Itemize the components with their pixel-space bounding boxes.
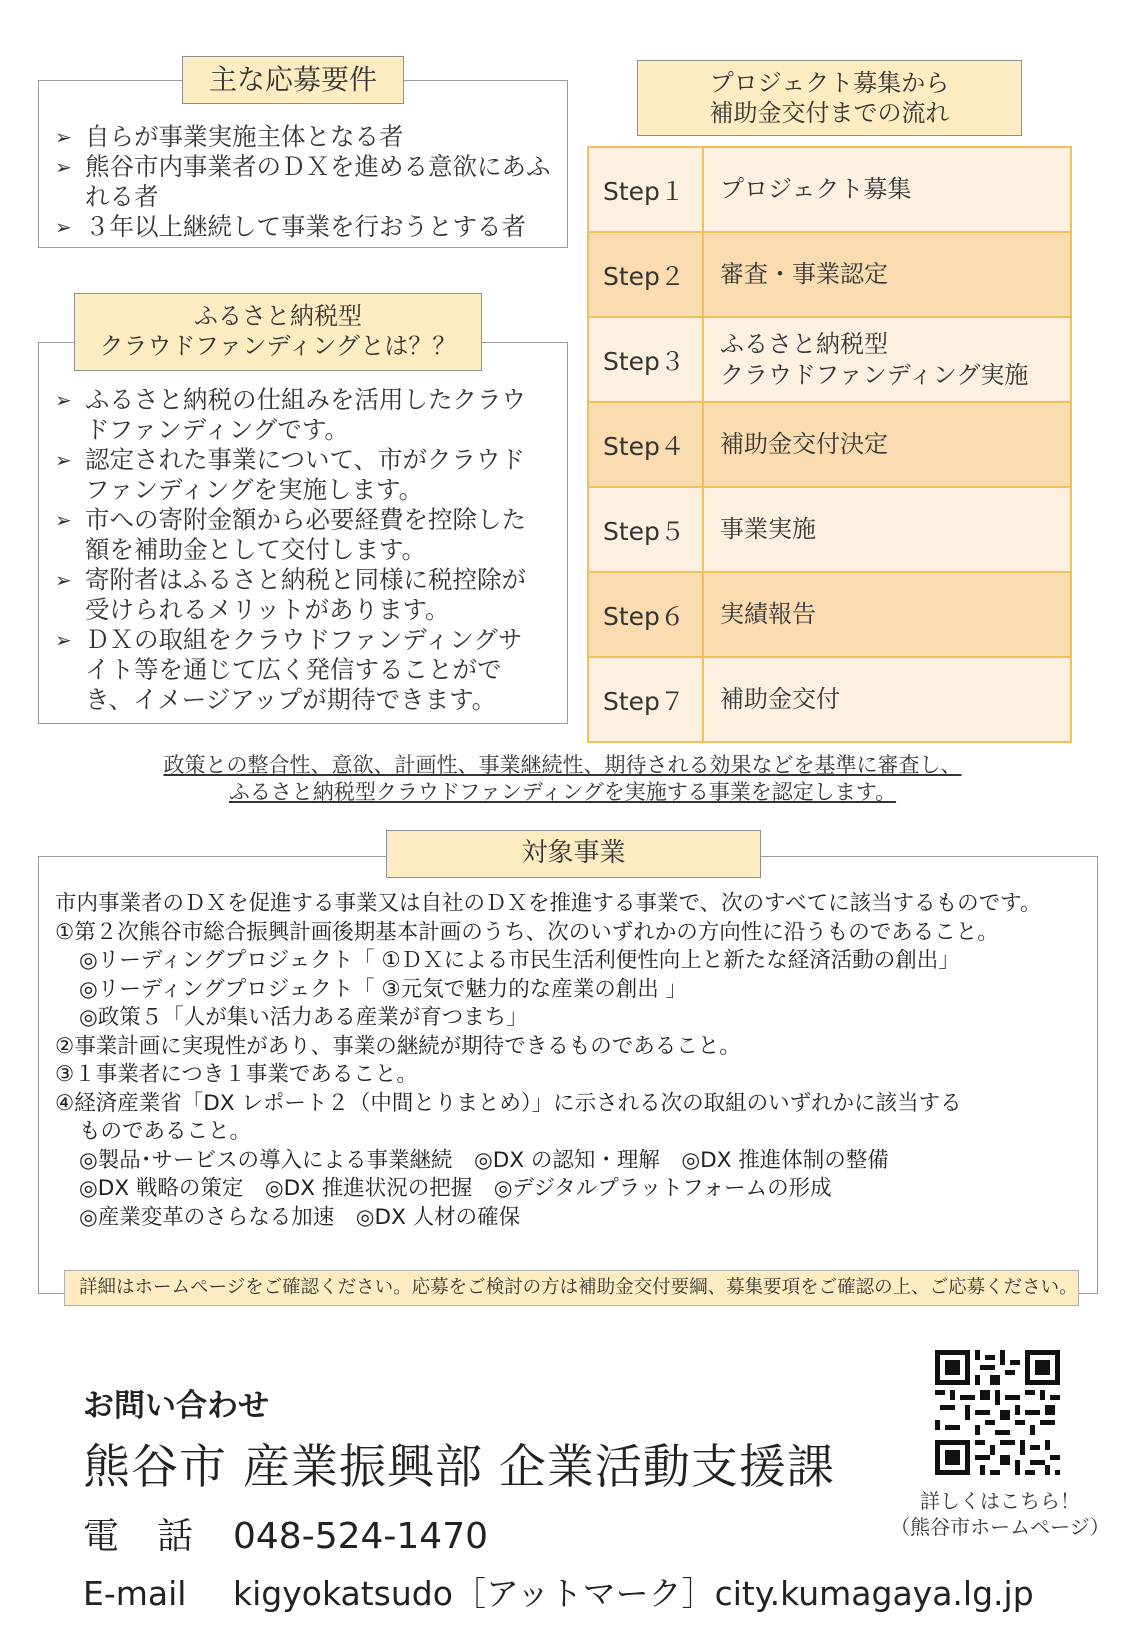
step-label: Step２ [588,232,703,317]
step-label: Step３ [588,317,703,402]
arrow-bullet-icon: ➢ [55,448,72,472]
list-item: ➢ ふるさと納税の仕組みを活用したクラウドファンディングです。 [55,385,526,444]
list-item: ➢ 認定された事業について、市がクラウドファンディングを実施します。 [55,445,526,504]
flow-step-row [588,232,1071,317]
step-text: 補助金交付 [703,657,1071,742]
target-body [55,890,1075,1232]
criterion-4: ④経済産業省「DX レポート２（中間とりまとめ）」に示される次の取組のいずれかに該当する [55,1090,962,1116]
criterion-4-options: ◎製品･サービスの導入による事業継続 ◎DX の認知・理解 ◎DX 推進体制の整備 [79,1147,889,1173]
list-item: ➢ 市への寄附金額から必要経費を控除した額を補助金として交付します。 [55,505,526,564]
flow-step-row [588,317,1071,402]
arrow-bullet-icon: ➢ [55,125,72,149]
step-text: 補助金交付決定 [703,402,1071,487]
email-address[interactable]: kigyokatsudo［アットマーク］city.kumagaya.lg.jp [233,1574,1034,1613]
step-label: Step４ [588,402,703,487]
step-text: 実績報告 [703,572,1071,657]
step-label: Step６ [588,572,703,657]
target-title: 対象事業 [386,830,761,878]
step-label: Step１ [588,147,703,232]
flow-table [587,146,1072,743]
contact-heading: お問い合わせ [83,1388,269,1424]
flow-step-row [588,402,1071,487]
review-note: 政策との整合性、意欲、計画性、事業継続性、期待される効果などを基準に審査し、 ふるさと納税型クラウドファンディングを実施する事業を認定します。 [163,753,962,804]
flow-step-row [588,572,1071,657]
phone-number[interactable]: 048-524-1470 [233,1516,489,1557]
criterion-4-options: ◎産業変革のさらなる加速 ◎DX 人材の確保 [79,1204,521,1230]
step-label: Step５ [588,487,703,572]
flow-step-row [588,487,1071,572]
step-text: 事業実施 [703,487,1071,572]
step-label: Step７ [588,657,703,742]
crowdfunding-title: ふるさと納税型 クラウドファンディングとは？？ [74,293,482,371]
details-note: 詳細はホームページをご確認ください。応募をご検討の方は補助金交付要綱、募集要項をご確認の上、ご応募ください。 [64,1270,1079,1306]
step-text: 審査・事業認定 [703,232,1071,317]
arrow-bullet-icon: ➢ [55,155,72,179]
target-intro: 市内事業者のＤＸを促進する事業又は自社のＤＸを推進する事業で、次のすべてに該当するものです。 [55,891,1042,916]
qr-caption: 詳しくはこちら！ （熊谷市ホームページ） [890,1489,1110,1539]
step-text: プロジェクト募集 [703,147,1071,232]
criterion-4-cont: ものであること。 [79,1119,252,1144]
criterion-3: ③１事業者につき１事業であること。 [55,1062,418,1087]
arrow-bullet-icon: ➢ [55,215,72,239]
list-item: ➢ 自らが事業実施主体となる者 [55,122,404,151]
email-label: E-mail [83,1574,187,1613]
requirements-list [55,122,555,242]
phone-label: 電話 [83,1516,232,1557]
arrow-bullet-icon: ➢ [55,508,72,532]
list-item: ➢ ３年以上継続して事業を行おうとする者 [55,212,526,241]
crowdfunding-list [55,385,545,715]
department-name: 熊谷市 産業振興部 企業活動支援課 [83,1440,835,1495]
arrow-bullet-icon: ➢ [55,568,72,592]
arrow-bullet-icon: ➢ [55,628,72,652]
flow-step-row [588,657,1071,742]
criterion-1-option: ◎政策５「人が集い活力ある産業が育つまち」 [79,1005,528,1030]
criterion-4-options: ◎DX 戦略の策定 ◎DX 推進状況の把握 ◎デジタルプラットフォームの形成 [79,1176,832,1201]
list-item: ➢ 熊谷市内事業者のＤＸを進める意欲にあふれる者 [55,152,551,211]
arrow-bullet-icon: ➢ [55,388,72,412]
flow-step-row [588,147,1071,232]
criterion-1-option: ◎リーディングプロジェクト「 ③元気で魅力的な産業の創出 」 [79,976,688,1002]
email-row [83,1568,1034,1615]
requirements-title: 主な応募要件 [182,56,404,104]
list-item: ➢ ＤＸの取組をクラウドファンディングサイト等を通じて広く発信することができ、イメージアップが期待できます。 [55,625,523,714]
criterion-2: ②事業計画に実現性があり、事業の継続が期待できるものであること。 [55,1033,741,1059]
flow-title: プロジェクト募集から 補助金交付までの流れ [637,60,1022,136]
list-item: ➢ 寄附者はふるさと納税と同様に税控除が受けられるメリットがあります。 [55,565,526,624]
step-text: ふるさと納税型 クラウドファンディング実施 [703,317,1071,402]
phone-row [83,1508,488,1559]
criterion-1: ①第２次熊谷市総合振興計画後期基本計画のうち、次のいずれかの方向性に沿うものであること。 [55,919,999,945]
qr-code-icon[interactable] [935,1350,1060,1475]
criterion-1-option: ◎リーディングプロジェクト「 ①ＤＸによる市民生活利便性向上と新たな経済活動の創出」 [79,948,960,973]
